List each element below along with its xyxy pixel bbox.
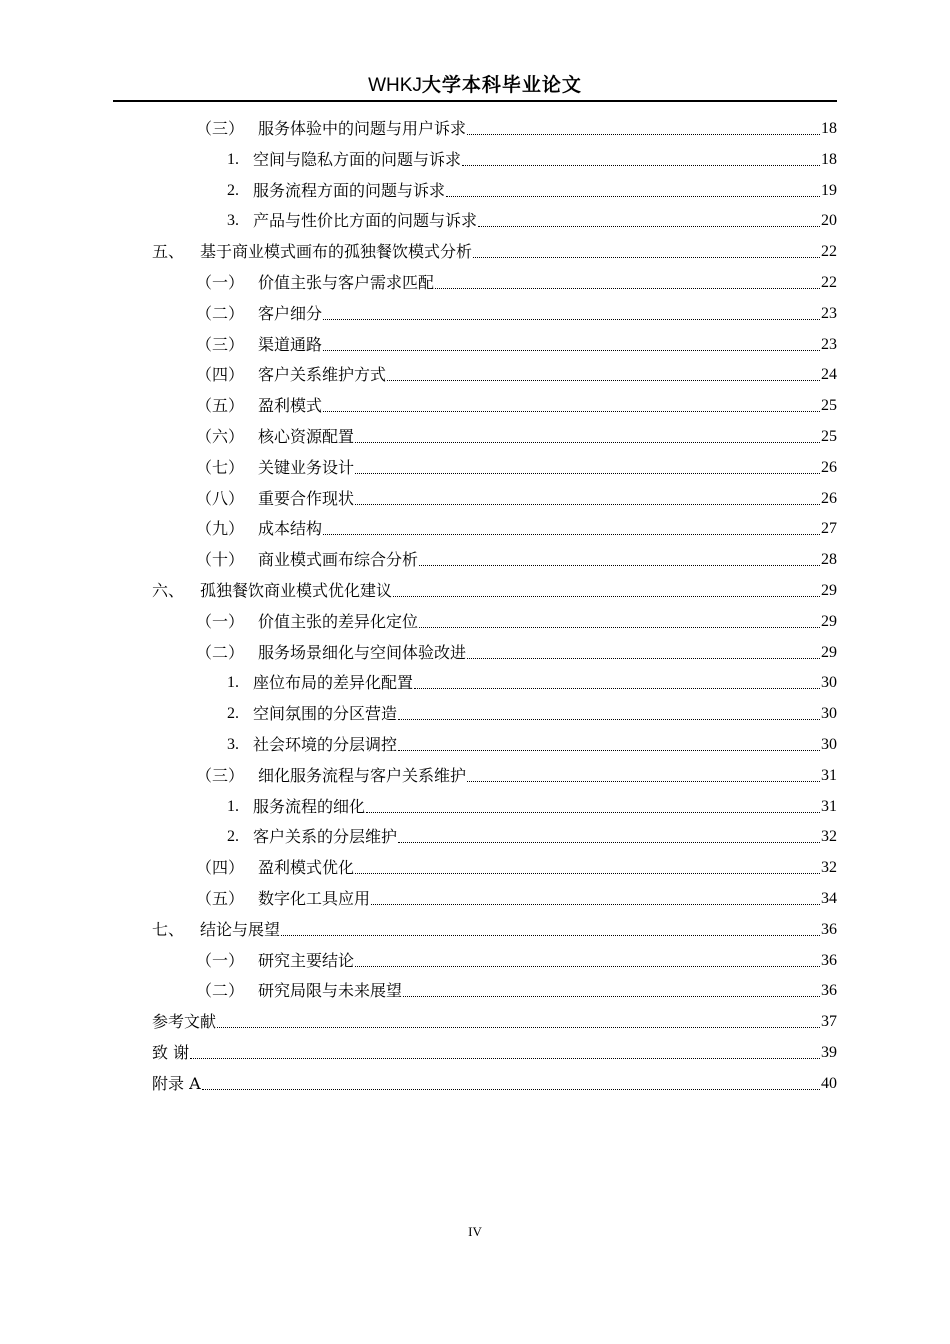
toc-dot-leader xyxy=(202,1088,820,1090)
toc-dot-leader xyxy=(355,965,820,967)
toc-entry-title: 空间与隐私方面的问题与诉求 xyxy=(253,149,462,169)
toc-entry-title: 细化服务流程与客户关系维护 xyxy=(258,765,467,785)
toc-entry-page: 24 xyxy=(821,366,837,384)
toc-entry-number: 五、 xyxy=(152,242,185,262)
toc-entry[interactable] xyxy=(227,729,837,755)
toc-entry-page: 32 xyxy=(821,828,837,846)
toc-entry-title: 盈利模式 xyxy=(258,396,323,416)
toc-entry-number: （六） xyxy=(196,427,245,446)
toc-entry-number: （三） xyxy=(196,765,245,785)
toc-entry-title: 价值主张的差异化定位 xyxy=(258,611,419,631)
toc-entry-page: 19 xyxy=(821,181,837,199)
toc-entry[interactable] xyxy=(196,637,837,663)
toc-entry[interactable] xyxy=(196,267,837,293)
toc-dot-leader xyxy=(398,841,820,843)
toc-entry-title: 孤独餐饮商业模式优化建议 xyxy=(200,581,393,600)
toc-entry-number: （四） xyxy=(196,365,245,385)
toc-entry-number: （十） xyxy=(196,550,245,570)
toc-entry-number: （八） xyxy=(196,488,245,508)
toc-entry-number: （二） xyxy=(196,642,245,662)
toc-entry-number: （九） xyxy=(196,519,245,539)
toc-entry-page: 25 xyxy=(821,428,837,445)
toc-entry-number: 七、 xyxy=(152,919,185,939)
toc-entry[interactable] xyxy=(196,852,837,878)
toc-entry-title: 服务场景细化与空间体验改进 xyxy=(258,642,467,662)
toc-entry[interactable] xyxy=(196,760,837,786)
toc-entry-title: 致 谢 xyxy=(152,1043,190,1062)
toc-entry-page: 36 xyxy=(821,982,837,1000)
toc-entry-title: 空间氛围的分区营造 xyxy=(253,704,398,724)
toc-entry-title: 关键业务设计 xyxy=(258,457,355,477)
toc-entry-number: （一） xyxy=(196,273,245,292)
toc-entry-title: 社会环境的分层调控 xyxy=(253,735,398,754)
toc-entry-number: 1. xyxy=(227,674,239,692)
toc-entry-title: 客户细分 xyxy=(258,303,323,323)
toc-entry-number: （一） xyxy=(196,950,245,970)
toc-entry-page: 31 xyxy=(821,766,837,784)
toc-entry[interactable] xyxy=(196,359,837,385)
toc-entry-page: 18 xyxy=(821,150,837,168)
toc-entry-page: 34 xyxy=(821,890,837,907)
header-brand: WHKJ xyxy=(368,75,422,96)
toc-dot-leader xyxy=(467,657,820,659)
toc-entry-number: （一） xyxy=(196,611,245,631)
toc-dot-leader xyxy=(462,164,820,166)
toc-entry[interactable] xyxy=(152,1068,837,1094)
toc-entry-title: 附录 A xyxy=(152,1073,201,1093)
toc-entry-title: 渠道通路 xyxy=(258,334,323,354)
toc-entry[interactable] xyxy=(227,205,837,231)
toc-dot-leader xyxy=(323,349,820,351)
toc-dot-leader xyxy=(217,1026,820,1028)
toc-entry-page: 27 xyxy=(821,520,837,538)
toc-dot-leader xyxy=(467,133,820,135)
toc-dot-leader xyxy=(398,718,820,720)
toc-dot-leader xyxy=(190,1057,820,1059)
toc-entry-page: 25 xyxy=(821,397,837,415)
toc-entry-number: （五） xyxy=(196,396,245,416)
toc-entry[interactable] xyxy=(196,421,837,447)
toc-entry-page: 29 xyxy=(821,582,837,599)
toc-entry-title: 重要合作现状 xyxy=(258,488,355,508)
toc-entry[interactable] xyxy=(227,698,837,724)
toc-entry-page: 32 xyxy=(821,859,837,877)
toc-entry[interactable] xyxy=(196,390,837,416)
toc-entry[interactable] xyxy=(196,329,837,355)
toc-entry-number: 3. xyxy=(227,736,239,753)
toc-dot-leader xyxy=(398,749,820,751)
toc-entry-title: 客户关系的分层维护 xyxy=(253,827,398,847)
toc-entry-number: 2. xyxy=(227,828,239,846)
toc-entry-number: 3. xyxy=(227,212,239,230)
toc-entry[interactable] xyxy=(196,544,837,570)
toc-entry-number: （三） xyxy=(196,334,245,354)
toc-entry[interactable] xyxy=(196,883,837,909)
toc-entry-number: 六、 xyxy=(152,581,185,600)
toc-entry-title: 基于商业模式画布的孤独餐饮模式分析 xyxy=(200,242,473,262)
toc-dot-leader xyxy=(473,256,820,258)
toc-dot-leader xyxy=(355,472,820,474)
toc-entry-number: （二） xyxy=(196,981,245,1001)
toc-entry[interactable] xyxy=(196,975,837,1001)
toc-entry-page: 37 xyxy=(821,1013,837,1031)
toc-entry-page: 36 xyxy=(821,920,837,938)
toc-entry-page: 39 xyxy=(821,1044,837,1061)
toc-entry[interactable] xyxy=(152,1006,837,1032)
toc-entry-page: 23 xyxy=(821,335,837,353)
toc-entry-number: （五） xyxy=(196,889,245,908)
toc-entry-number: （七） xyxy=(196,457,245,477)
toc-entry-page: 36 xyxy=(821,951,837,969)
toc-dot-leader xyxy=(371,903,820,905)
toc-entry-page: 18 xyxy=(821,120,837,137)
toc-entry-title: 结论与展望 xyxy=(200,919,281,939)
toc-entry-number: （二） xyxy=(196,303,245,323)
toc-entry[interactable] xyxy=(196,606,837,632)
toc-entry-page: 40 xyxy=(821,1074,837,1092)
toc-entry-title: 座位布局的差异化配置 xyxy=(253,673,414,693)
toc-entry-page: 22 xyxy=(821,243,837,261)
toc-entry[interactable] xyxy=(227,667,837,693)
toc-dot-leader xyxy=(323,410,820,412)
toc-dot-leader xyxy=(419,626,820,628)
toc-dot-leader xyxy=(323,533,820,535)
toc-dot-leader xyxy=(281,934,820,936)
toc-entry[interactable] xyxy=(196,513,837,539)
toc-entry-title: 服务流程方面的问题与诉求 xyxy=(253,180,446,200)
toc-entry-title: 研究局限与未来展望 xyxy=(258,981,403,1001)
toc-dot-leader xyxy=(387,379,820,381)
toc-entry-number: 2. xyxy=(227,181,239,199)
toc-dot-leader xyxy=(414,687,820,689)
toc-entry-title: 数字化工具应用 xyxy=(258,889,371,908)
toc-entry-number: 2. xyxy=(227,705,239,723)
toc-entry-page: 30 xyxy=(821,674,837,692)
toc-entry[interactable] xyxy=(227,821,837,847)
toc-entry[interactable] xyxy=(152,575,837,601)
toc-entry-title: 产品与性价比方面的问题与诉求 xyxy=(253,211,478,231)
toc-entry-page: 29 xyxy=(821,643,837,661)
toc-entry-page: 28 xyxy=(821,551,837,569)
toc-dot-leader xyxy=(355,503,820,505)
toc-entry-page: 26 xyxy=(821,489,837,507)
toc-entry-number: （三） xyxy=(196,119,245,138)
toc-entry-title: 服务流程的细化 xyxy=(253,796,366,816)
toc-dot-leader xyxy=(355,441,820,443)
page-number: IV xyxy=(468,1224,482,1239)
toc-entry[interactable] xyxy=(152,236,837,262)
toc-entry[interactable] xyxy=(196,483,837,509)
toc-entry-page: 26 xyxy=(821,458,837,476)
toc-entry-title: 参考文献 xyxy=(152,1012,217,1032)
toc-dot-leader xyxy=(323,318,820,320)
toc-entry[interactable] xyxy=(227,175,837,201)
toc-entry[interactable] xyxy=(196,452,837,478)
toc-entry-title: 核心资源配置 xyxy=(258,427,355,446)
toc-entry-title: 商业模式画布综合分析 xyxy=(258,550,419,570)
toc-dot-leader xyxy=(478,225,820,227)
toc-entry[interactable] xyxy=(227,791,837,817)
toc-entry-title: 服务体验中的问题与用户诉求 xyxy=(258,119,467,138)
toc-entry-page: 31 xyxy=(821,797,837,815)
toc-entry-page: 23 xyxy=(821,304,837,322)
toc-entry[interactable] xyxy=(152,1037,837,1063)
toc-entry-title: 盈利模式优化 xyxy=(258,858,355,878)
toc-entry[interactable] xyxy=(196,113,837,139)
toc-entry-title: 研究主要结论 xyxy=(258,950,355,970)
page-header xyxy=(113,72,837,102)
toc-entry[interactable] xyxy=(196,298,837,324)
toc-entry-page: 30 xyxy=(821,705,837,723)
toc-dot-leader xyxy=(419,564,820,566)
toc-entry-page: 22 xyxy=(821,274,837,291)
toc-entry-title: 价值主张与客户需求匹配 xyxy=(258,273,435,292)
toc-dot-leader xyxy=(446,195,820,197)
toc-entry-page: 20 xyxy=(821,212,837,230)
toc-dot-leader xyxy=(403,995,820,997)
toc-entry-number: 1. xyxy=(227,797,239,815)
toc-dot-leader xyxy=(467,780,820,782)
toc-entry-page: 29 xyxy=(821,612,837,630)
toc-entry-number: （四） xyxy=(196,858,245,878)
toc-dot-leader xyxy=(435,287,820,289)
toc-dot-leader xyxy=(355,872,820,874)
toc-entry-page: 30 xyxy=(821,736,837,753)
toc-entry[interactable] xyxy=(227,144,837,170)
toc-entry-title: 客户关系维护方式 xyxy=(258,365,387,385)
toc-entry-number: 1. xyxy=(227,150,239,168)
toc-dot-leader xyxy=(366,811,820,813)
toc-entry-title: 成本结构 xyxy=(258,519,323,539)
toc-dot-leader xyxy=(393,595,820,597)
header-title: 大学本科毕业论文 xyxy=(421,74,582,96)
toc-entry[interactable] xyxy=(152,914,837,940)
toc-entry[interactable] xyxy=(196,945,837,971)
